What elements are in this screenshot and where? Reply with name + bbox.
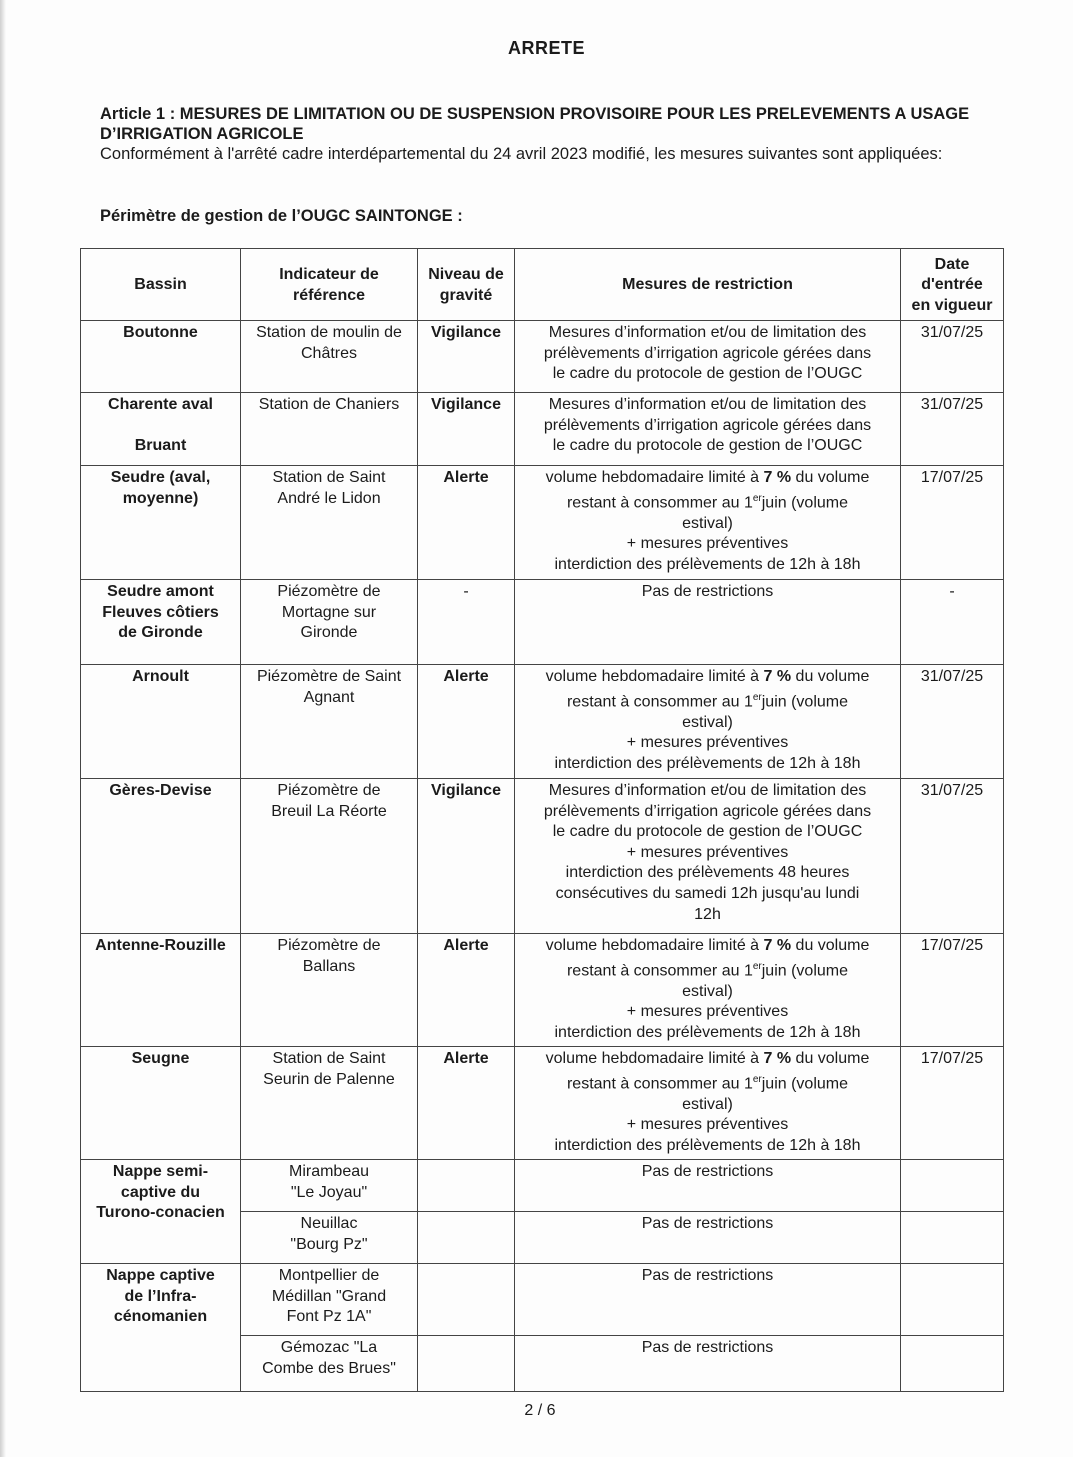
cell-indicateur: Piézomètre de Breuil La Réorte <box>241 779 418 934</box>
restriction-table <box>80 248 1004 1392</box>
perimeter-heading: Périmètre de gestion de l’OUGC SAINTONGE : <box>100 207 463 225</box>
cell-niveau: Vigilance <box>418 779 515 934</box>
cell-indicateur: Station de Saint Seurin de Palenne <box>241 1047 418 1160</box>
cell-indicateur: Station de Saint André le Lidon <box>241 466 418 580</box>
article-body: Conformément à l'arrêté cadre interdépartemental du 24 avril 2023 modifié, les mesures suivantes sont appliquées: <box>100 145 943 163</box>
cell-mesures: Mesures d’information et/ou de limitation des prélèvements d’irrigation agricole gérées dans le cadre du protocole de gestion de l’OUGC <box>515 321 901 393</box>
cell-bassin: Seudre amont Fleuves côtiers de Gironde <box>81 580 241 665</box>
cell-date: - <box>901 580 1004 665</box>
cell-bassin: Seudre (aval, moyenne) <box>81 466 241 580</box>
header-date: Date d'entrée en vigueur <box>901 249 1004 321</box>
cell-bassin: Antenne-Rouzille <box>81 934 241 1047</box>
cell-bassin: Seugne <box>81 1047 241 1160</box>
cell-indicateur: Piézomètre de Saint Agnant <box>241 665 418 779</box>
cell-bassin: Charente aval Bruant <box>81 393 241 466</box>
table-row <box>81 934 1004 1047</box>
cell-mesures: Pas de restrictions <box>515 1264 901 1336</box>
cell-mesures: Mesures d’information et/ou de limitation des prélèvements d’irrigation agricole gérées dans le cadre du protocole de gestion de l’OUGC <box>515 393 901 466</box>
cell-niveau <box>418 1212 515 1264</box>
table-row <box>81 393 1004 466</box>
cell-mesures: volume hebdomadaire limité à 7 % du volume restant à consommer au 1erjuin (volume estival) + mesures préventives interdiction des prélèvements de 12h à 18h <box>515 665 901 779</box>
cell-indicateur: Piézomètre de Ballans <box>241 934 418 1047</box>
article-heading: Article 1 : MESURES DE LIMITATION OU DE SUSPENSION PROVISOIRE POUR LES PRELEVEMENTS A USAGE D’IRRIGATION AGRICOLE <box>100 105 970 143</box>
cell-indicateur: Station de Chaniers <box>241 393 418 466</box>
cell-niveau <box>418 1264 515 1336</box>
table-row <box>81 779 1004 934</box>
cell-date: 17/07/25 <box>901 466 1004 580</box>
cell-niveau: Alerte <box>418 1047 515 1160</box>
cell-bassin: Gères-Devise <box>81 779 241 934</box>
cell-mesures: Pas de restrictions <box>515 1160 901 1212</box>
table-row <box>81 580 1004 665</box>
cell-bassin: Nappe semi- captive du Turono-conacien <box>81 1160 241 1264</box>
cell-niveau: Vigilance <box>418 393 515 466</box>
cell-niveau: Alerte <box>418 934 515 1047</box>
cell-indicateur: Gémozac "La Combe des Brues" <box>241 1336 418 1392</box>
cell-date <box>901 1264 1004 1336</box>
header-niveau: Niveau de gravité <box>418 249 515 321</box>
cell-date: 17/07/25 <box>901 934 1004 1047</box>
table-row <box>81 1160 1004 1212</box>
cell-date <box>901 1336 1004 1392</box>
cell-indicateur: Piézomètre de Mortagne sur Gironde <box>241 580 418 665</box>
cell-mesures: volume hebdomadaire limité à 7 % du volume restant à consommer au 1erjuin (volume estival) + mesures préventives interdiction des prélèvements de 12h à 18h <box>515 1047 901 1160</box>
cell-date <box>901 1160 1004 1212</box>
cell-niveau <box>418 1160 515 1212</box>
table-header-row <box>81 249 1004 321</box>
cell-niveau: Alerte <box>418 665 515 779</box>
cell-niveau: Vigilance <box>418 321 515 393</box>
header-indicateur: Indicateur de référence <box>241 249 418 321</box>
cell-bassin: Arnoult <box>81 665 241 779</box>
header-mesures: Mesures de restriction <box>515 249 901 321</box>
cell-indicateur: Mirambeau "Le Joyau" <box>241 1160 418 1212</box>
table-row <box>81 466 1004 580</box>
cell-indicateur: Neuillac "Bourg Pz" <box>241 1212 418 1264</box>
cell-bassin: Boutonne <box>81 321 241 393</box>
cell-bassin: Nappe captive de l’Infra- cénomanien <box>81 1264 241 1392</box>
page-title: ARRETE <box>507 38 585 58</box>
cell-indicateur: Montpellier de Médillan "Grand Font Pz 1A" <box>241 1264 418 1336</box>
page-number: 2 / 6 <box>524 1402 556 1419</box>
cell-mesures: volume hebdomadaire limité à 7 % du volume restant à consommer au 1erjuin (volume estival) + mesures préventives interdiction des prélèvements de 12h à 18h <box>515 934 901 1047</box>
table-row <box>81 665 1004 779</box>
article-1 <box>100 104 992 164</box>
cell-date: 17/07/25 <box>901 1047 1004 1160</box>
cell-niveau <box>418 1336 515 1392</box>
table-row <box>81 1047 1004 1160</box>
cell-date: 31/07/25 <box>901 779 1004 934</box>
header-bassin: Bassin <box>81 249 241 321</box>
table-row <box>81 321 1004 393</box>
cell-niveau: Alerte <box>418 466 515 580</box>
cell-mesures: Pas de restrictions <box>515 580 901 665</box>
page-edge-shadow <box>0 0 6 1457</box>
cell-date: 31/07/25 <box>901 665 1004 779</box>
cell-mesures: Mesures d’information et/ou de limitation des prélèvements d’irrigation agricole gérées dans le cadre du protocole de gestion de l’OUGC + mesures préventives interdiction des prélèvements 48 heures consécutives du samedi 12h jusqu'au lundi 12h <box>515 779 901 934</box>
cell-mesures: Pas de restrictions <box>515 1212 901 1264</box>
cell-mesures: volume hebdomadaire limité à 7 % du volume restant à consommer au 1erjuin (volume estival) + mesures préventives interdiction des prélèvements de 12h à 18h <box>515 466 901 580</box>
cell-date: 31/07/25 <box>901 393 1004 466</box>
cell-niveau: - <box>418 580 515 665</box>
cell-date <box>901 1212 1004 1264</box>
table-row <box>81 1264 1004 1336</box>
cell-mesures: Pas de restrictions <box>515 1336 901 1392</box>
cell-indicateur: Station de moulin de Châtres <box>241 321 418 393</box>
cell-date: 31/07/25 <box>901 321 1004 393</box>
